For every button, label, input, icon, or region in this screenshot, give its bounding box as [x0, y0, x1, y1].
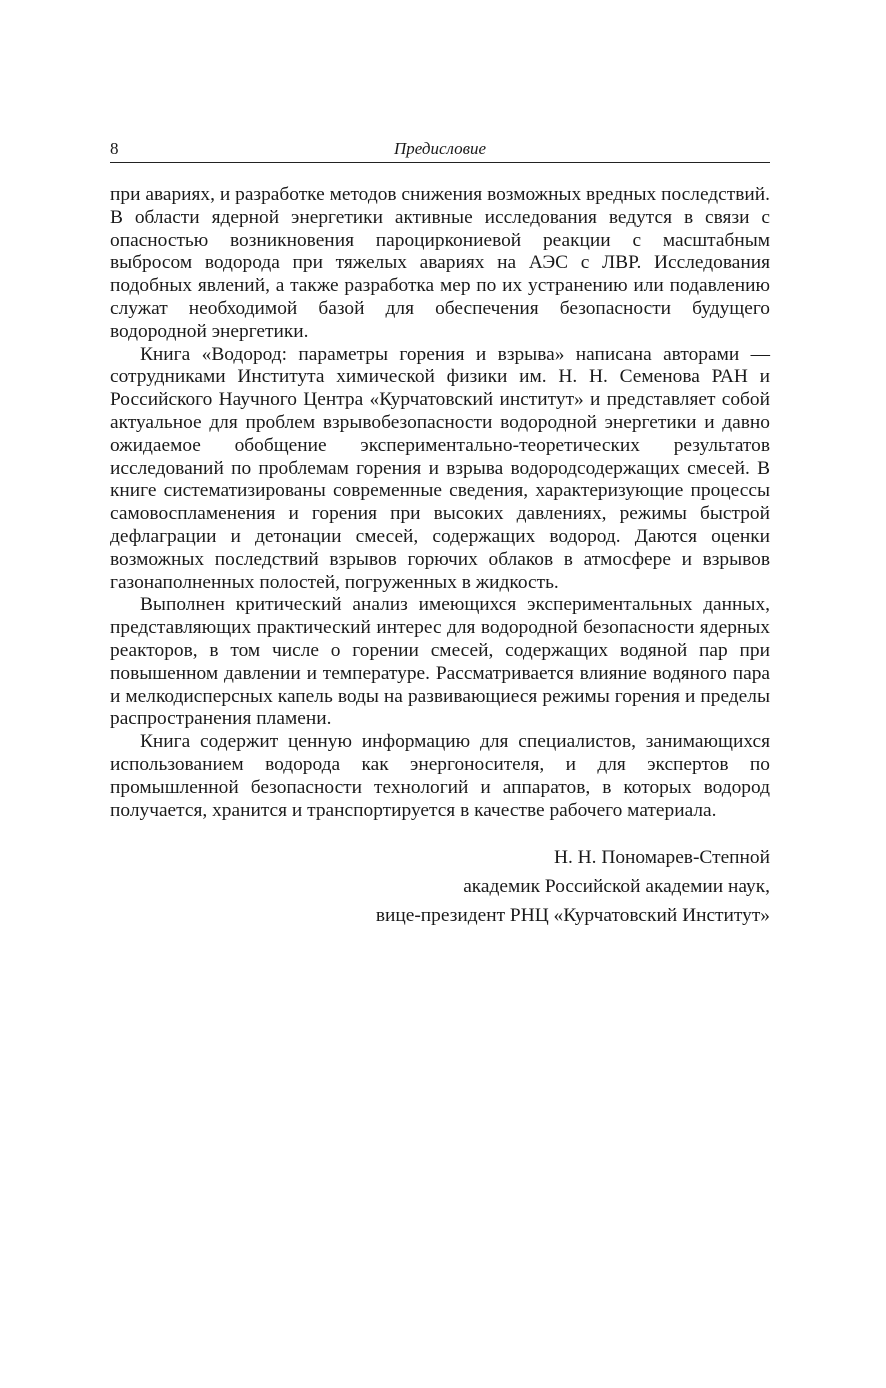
page — [110, 138, 770, 930]
paragraph-book-description: Книга «Водород: параметры горения и взрыва» написана авторами — сотрудниками Института химической физики им. Н. Н. Семенова РАН и Российского Научного Центра «Курчатовский институт» и представляет собой актуальное для проблем взрывобезопасности водородной энергетики и давно ожидаемое обобщение экспериментально-теоретических результатов исследований по проблемам горения и взрыва водородсодержащих смесей. В книге систематизированы современные сведения, характеризующие процессы самовоспламенения и горения при высоких давлениях, режимы быстрой дефлаграции и детонации смесей, содержащих водород. Даются оценки возможных последствий взрывов горючих облаков в атмосфере и взрывов газонаполненных полостей, погруженных в жидкость. — [110, 343, 770, 593]
body-text — [110, 184, 770, 822]
paragraph-audience: Книга содержит ценную информацию для специалистов, занимающихся использованием водорода как энергоносителя, и для экспертов по промышленной безопасности технологий и аппаратов, в которых водород получается, хранится и транспортируется в качестве рабочего материала. — [110, 731, 770, 821]
signature-title-line-1: академик Российской академии наук, — [463, 876, 770, 898]
page-number: 8 — [110, 139, 119, 158]
running-head — [110, 138, 770, 163]
paragraph-continuation: при авариях, и разработке методов снижения возможных вредных последствий. В области ядерной энергетики активные исследования ведутся в связи с опасностью возникновения пароциркониевой реакции с масштабным выбросом водорода при тяжелых авариях на АЭС с ЛВР. Исследования подобных явлений, а также разработка мер по их устранению или подавлению служат необходимой базой для обеспечения безопасности будущего водородной энергетики. — [110, 184, 770, 342]
signature-title-line-2: вице-президент РНЦ «Курчатовский Институт» — [375, 905, 770, 927]
paragraph-critical-analysis: Выполнен критический анализ имеющихся экспериментальных данных, представляющих практический интерес для водородной безопасности ядерных реакторов, в том числе о горении смесей, содержащих водяной пар при повышенном давлении и температуре. Рассматривается влияние водяного пара и мелкодисперсных капель воды на развивающиеся режимы горения и пределы распространения пламени. — [110, 594, 770, 730]
signature-block — [110, 843, 770, 930]
signature-name: Н. Н. Пономарев-Степной — [553, 847, 770, 869]
section-title: Предисловие — [393, 139, 487, 158]
